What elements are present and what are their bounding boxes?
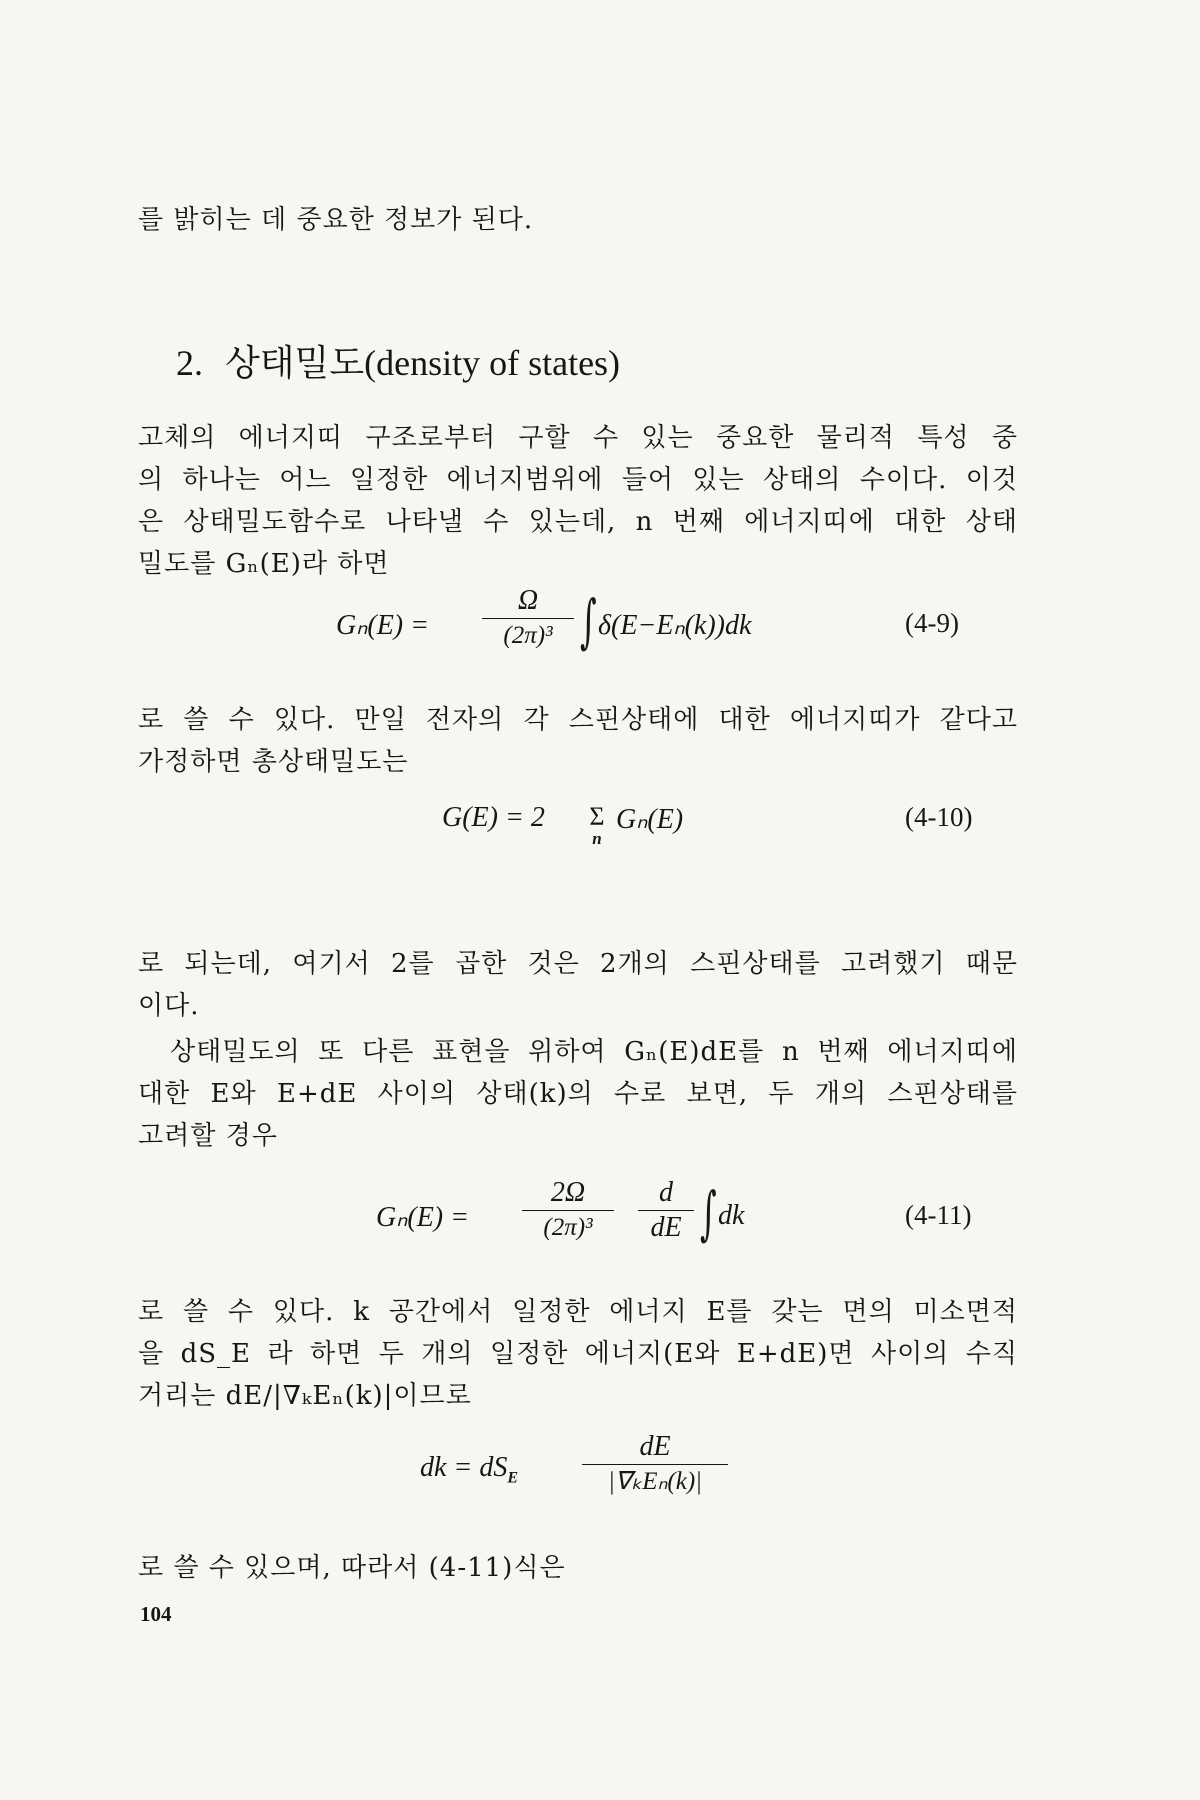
equation-number: (4-9) [905, 608, 959, 638]
equation-lhs: G(E) = 2 [442, 802, 545, 833]
paragraph-line: 상태밀도의 또 다른 표현을 위하여 Gₙ(E)dE를 n 번째 에너지띠에 [170, 1037, 1018, 1067]
fraction-numerator: d [659, 1177, 673, 1208]
sigma-symbol: Σ [589, 802, 605, 831]
sigma-subscript: n [592, 829, 602, 848]
equation-integrand: δ(E−Eₙ(k))dk [598, 610, 752, 641]
paragraph-line: 을 dS_E 라 하면 두 개의 일정한 에너지(E와 E+dE)면 사이의 수직 [138, 1339, 1018, 1369]
section-number: 2. [176, 343, 203, 383]
equation-dk [0, 1430, 1200, 1520]
equation-lhs [420, 1452, 518, 1488]
section-title: 상태밀도(density of states) [225, 343, 621, 383]
paragraph-line: 로 쓸 수 있다. k 공간에서 일정한 에너지 E를 갖는 면의 미소면적 [138, 1297, 1018, 1327]
fraction-numerator: 2Ω [550, 1177, 586, 1208]
paragraph-line: 대한 E와 E+dE 사이의 상태(k)의 수로 보면, 두 개의 스핀상태를 [138, 1079, 1018, 1109]
fraction-denominator: (2π)³ [543, 1214, 593, 1241]
paragraph-line: 은 상태밀도함수로 나타낼 수 있는데, n 번째 에너지띠에 대한 상태 [138, 507, 1018, 537]
equation-lhs-subscript: E [507, 1469, 518, 1487]
equation-fraction [520, 1176, 616, 1245]
fraction-denominator: dE [650, 1212, 682, 1243]
equation-fraction [580, 1430, 730, 1499]
equation-lhs: Gₙ(E) = [336, 610, 430, 641]
paragraph-line: 밀도를 Gₙ(E)라 하면 [138, 549, 390, 579]
fraction-numerator: dE [639, 1431, 671, 1462]
equation-4-11 [0, 1176, 1200, 1266]
paragraph-line: 거리는 dE/|∇ₖEₙ(k)|이므로 [138, 1381, 472, 1411]
fraction-numerator: Ω [517, 585, 539, 616]
integral-sign: ∫ [580, 587, 597, 655]
equation-lhs-text: dk = dS [420, 1452, 508, 1483]
paragraph-line: 고려할 경우 [138, 1121, 278, 1151]
equation-integrand: dk [718, 1200, 745, 1231]
fraction-denominator: |∇ₖEₙ(k)| [607, 1468, 703, 1495]
page-number: 104 [140, 1602, 172, 1626]
equation-number: (4-10) [905, 802, 973, 832]
equation-4-9 [0, 584, 1200, 674]
paragraph-line: 로 쓸 수 있다. 만일 전자의 각 스핀상태에 대한 에너지띠가 같다고 [138, 705, 1018, 735]
section-heading [176, 338, 620, 388]
intro-line: 를 밝히는 데 중요한 정보가 된다. [138, 205, 534, 235]
equation-number: (4-11) [905, 1200, 972, 1230]
equation-lhs: Gₙ(E) = [376, 1202, 470, 1233]
paragraph-line: 의 하나는 어느 일정한 에너지범위에 들어 있는 상태의 수이다. 이것 [138, 465, 1018, 495]
integral-sign: ∫ [700, 1179, 717, 1247]
paragraph-line: 이다. [138, 991, 200, 1021]
equation-rhs: Gₙ(E) [616, 804, 684, 835]
paragraph-line: 고체의 에너지띠 구조로부터 구할 수 있는 중요한 물리적 특성 중 [138, 423, 1018, 453]
paragraph-line: 로 쓸 수 있으며, 따라서 (4-11)식은 [138, 1553, 566, 1583]
summation-sign [584, 804, 610, 848]
equation-fraction [480, 584, 576, 653]
derivative-fraction [636, 1176, 696, 1245]
fraction-denominator: (2π)³ [503, 622, 553, 649]
equation-4-10 [0, 790, 1200, 880]
paragraph-line: 로 되는데, 여기서 2를 곱한 것은 2개의 스핀상태를 고려했기 때문 [138, 949, 1018, 979]
paragraph-line: 가정하면 총상태밀도는 [138, 747, 409, 777]
